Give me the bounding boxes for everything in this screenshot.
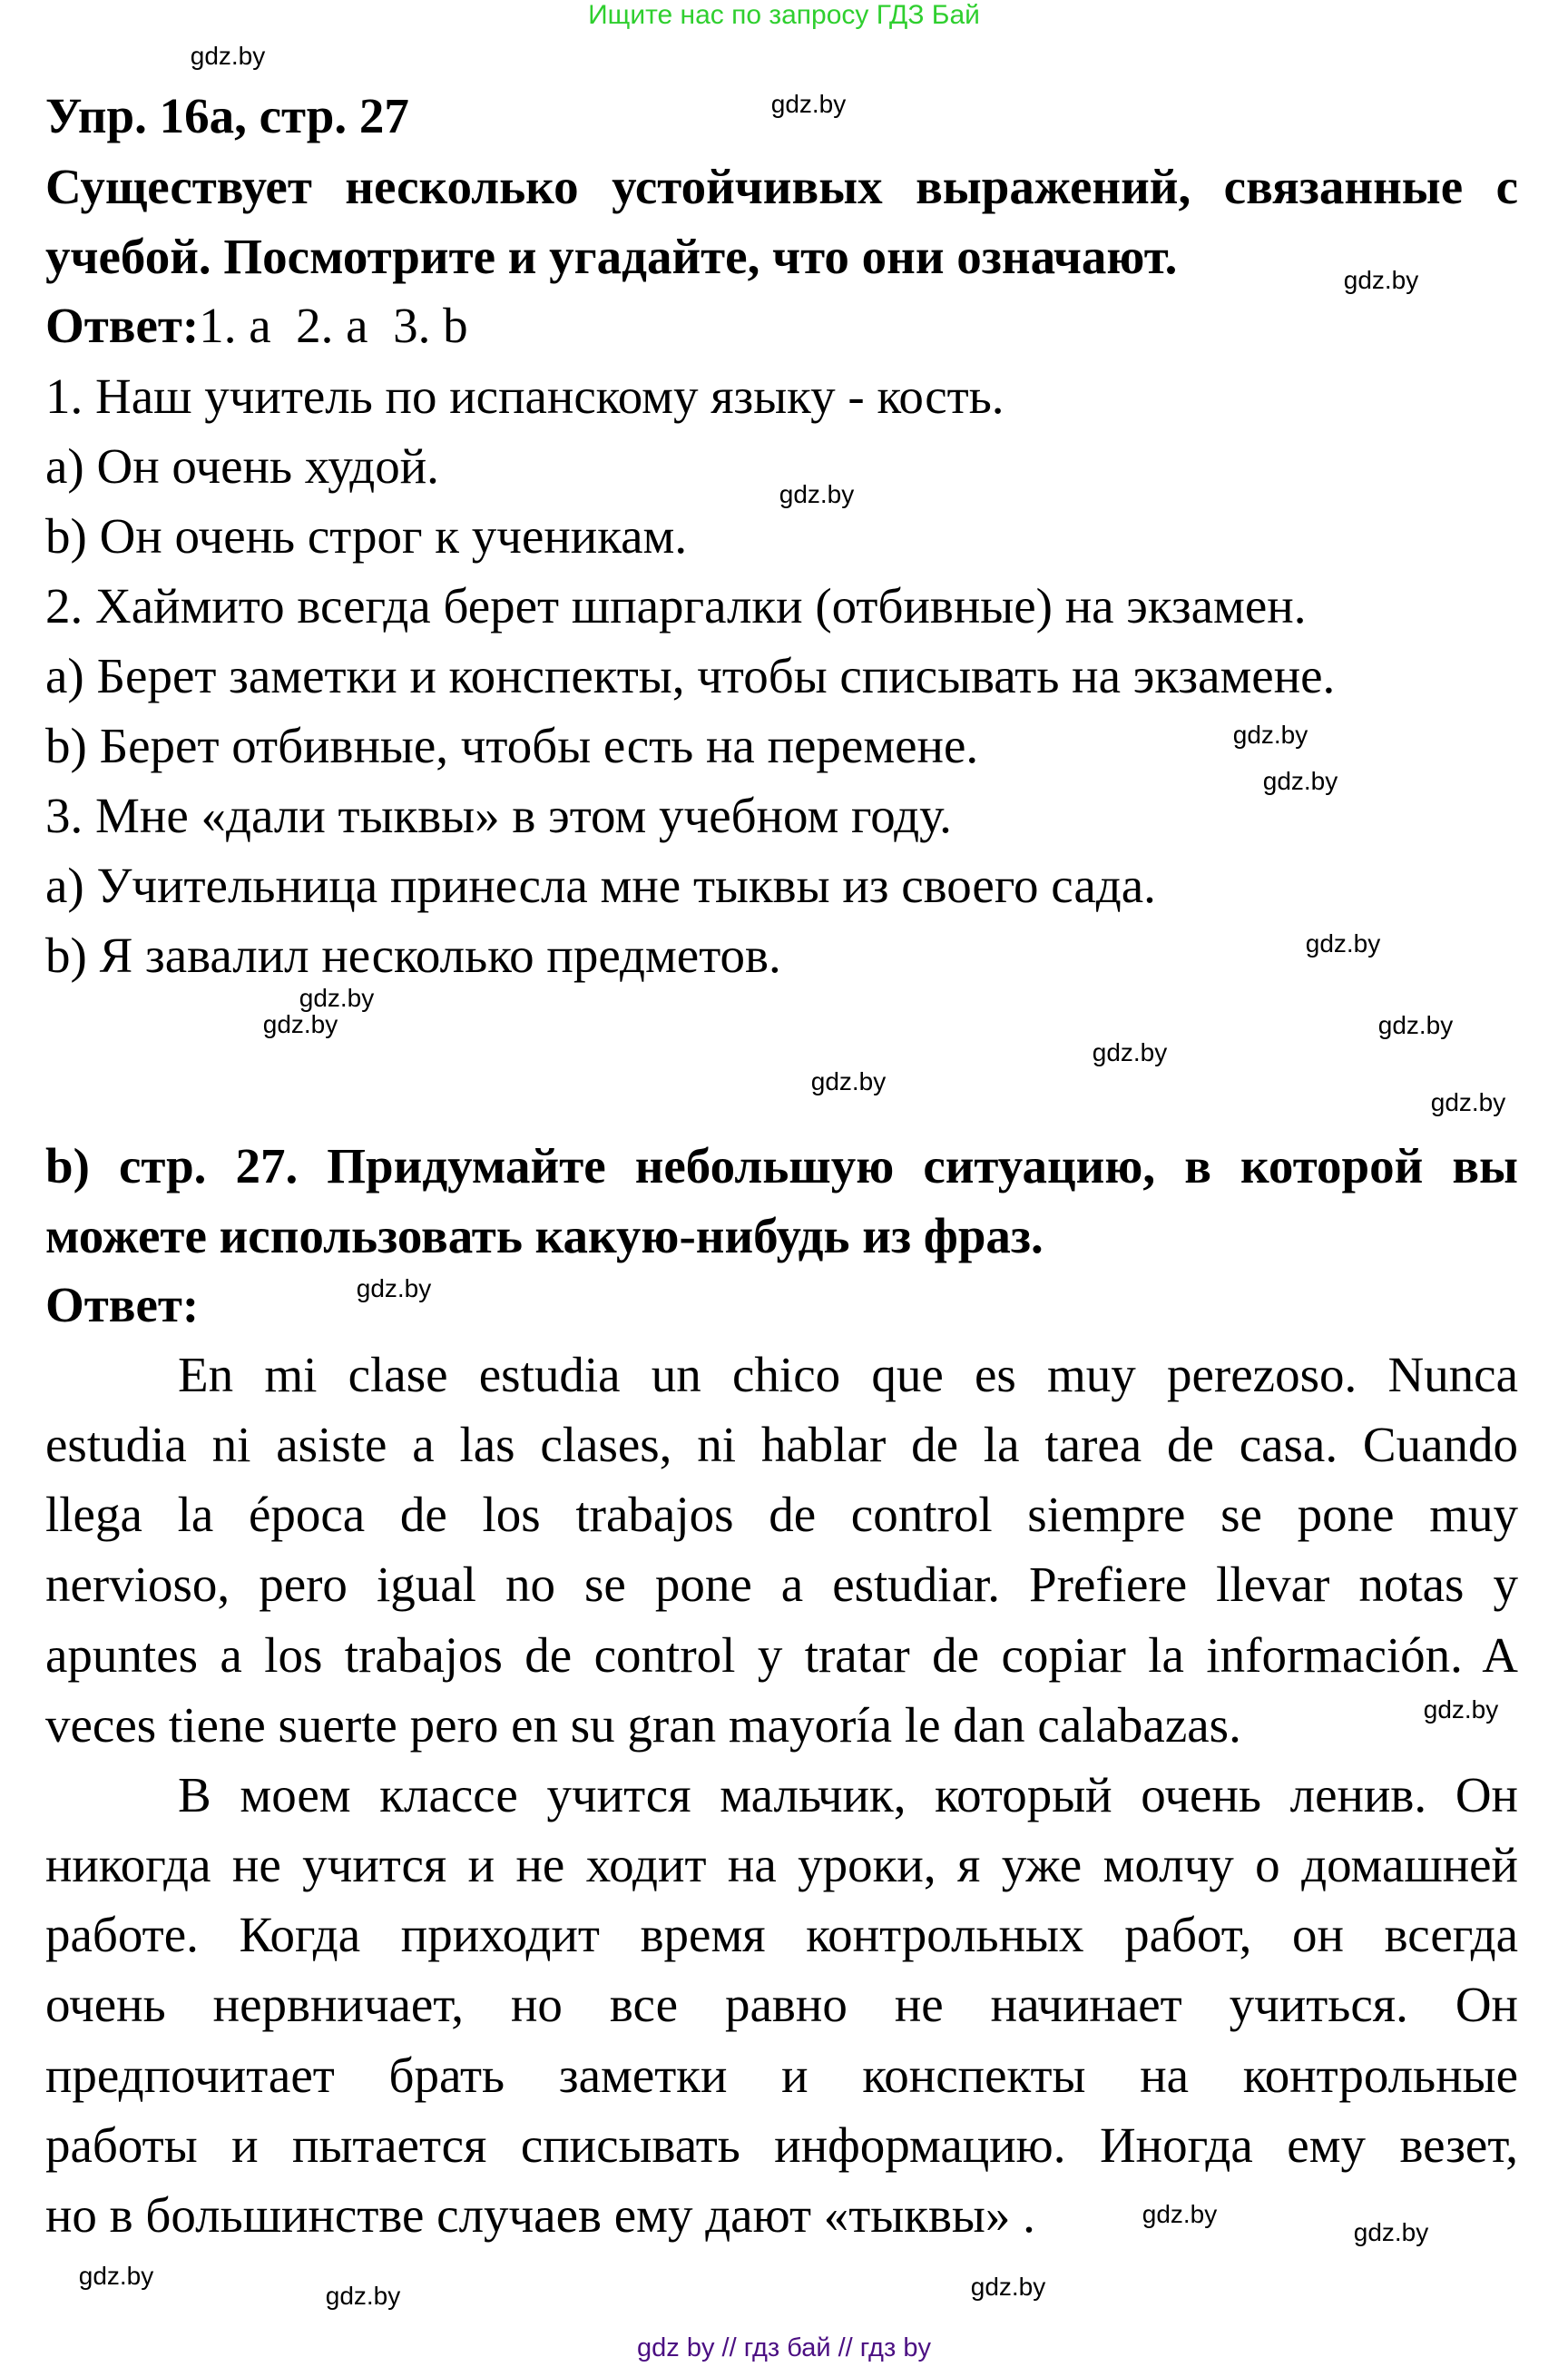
task-b-line: можете использовать какую-нибудь из фраз. (45, 1208, 1044, 1263)
watermark: gdz.by (970, 2273, 1046, 2301)
option-line: b) Берет отбивные, чтобы есть на перемене. (45, 718, 979, 773)
watermark: gdz.by (1423, 1695, 1499, 1724)
spanish-text-line: En mi clase estudia un chico que es muy perezoso. Nunca (178, 1347, 1518, 1402)
option-line: а) Учительница принесла мне тыквы из своего сада. (45, 858, 1156, 913)
option-line: а) Он очень худой. (45, 438, 439, 494)
task-a-line: Существует несколько устойчивых выражений, связанные с (45, 159, 1518, 214)
watermark: gdz.by (325, 2282, 401, 2310)
watermark: gdz.by (1305, 929, 1381, 958)
watermark: gdz.by (1343, 266, 1419, 294)
option-line: b) Я завалил несколько предметов. (45, 928, 781, 983)
russian-text-line: В моем классе учится мальчик, который очень ленив. Он (178, 1767, 1518, 1822)
option-line: 2. Хаймито всегда берет шпаргалки (отбивные) на экзамен. (45, 578, 1307, 633)
watermark: gdz.by (1377, 1011, 1454, 1039)
watermark: gdz.by (1092, 1038, 1168, 1066)
answer-label: Ответ: (45, 298, 200, 353)
spanish-text-line: llega la época de los trabajos de control siempre se pone muy (45, 1487, 1518, 1542)
watermark: gdz.by (190, 42, 266, 70)
watermark: gdz.by (1142, 2200, 1218, 2228)
watermark: gdz.by (299, 984, 375, 1012)
russian-text-line: никогда не учится и не ходит на уроки, я уже молчу о домашней (45, 1837, 1518, 1892)
option-line: b) Он очень строг к ученикам. (45, 508, 688, 564)
watermark: gdz.by (1232, 721, 1308, 749)
watermark: gdz.by (770, 90, 847, 118)
spanish-text-line: estudia ni asiste a las clases, ni hablar de la tarea de casa. Cuando (45, 1417, 1518, 1472)
answer-value: 1. a 2. a 3. b (199, 298, 468, 353)
answer-b-label: Ответ: (45, 1277, 200, 1332)
answer-a (45, 294, 468, 358)
watermark: gdz.by (356, 1274, 432, 1302)
spanish-text-line: veces tiene suerte pero en su gran mayoría le dan calabazas. (45, 1697, 1241, 1753)
search-banner[interactable]: Ищите нас по запросу ГДЗ Бай (588, 0, 980, 30)
task-a-line: учебой. Посмотрите и угадайте, что они означают. (45, 229, 1178, 284)
option-line: 1. Наш учитель по испанскому языку - кость. (45, 368, 1004, 424)
option-line: 3. Мне «дали тыквы» в этом учебном году. (45, 788, 952, 843)
footer-links[interactable]: gdz by // гдз бай // гдз by (637, 2333, 931, 2362)
russian-text-line: очень нервничает, но все равно не начинает учиться. Он (45, 1977, 1518, 2032)
option-line: а) Берет заметки и конспекты, чтобы списывать на экзамене. (45, 648, 1336, 703)
watermark: gdz.by (779, 480, 855, 508)
russian-text-line: но в большинстве случаев ему дают «тыквы» . (45, 2187, 1035, 2243)
spanish-text-line: nervioso, pero igual no se pone a estudiar. Prefiere llevar notas y (45, 1557, 1518, 1612)
exercise-title: Упр. 16а, стр. 27 (45, 88, 409, 143)
watermark: gdz.by (78, 2262, 154, 2290)
watermark: gdz.by (1353, 2218, 1429, 2246)
watermark: gdz.by (1430, 1088, 1506, 1116)
russian-text-line: работы и пытается списывать информацию. Иногда ему везет, (45, 2117, 1518, 2173)
russian-text-line: предпочитает брать заметки и конспекты на контрольные (45, 2048, 1518, 2103)
watermark: gdz.by (810, 1067, 887, 1095)
watermark: gdz.by (262, 1010, 338, 1038)
russian-text-line: работе. Когда приходит время контрольных работ, он всегда (45, 1907, 1518, 1962)
task-b-line: b) стр. 27. Придумайте небольшую ситуацию, в которой вы (45, 1138, 1518, 1193)
spanish-text-line: apuntes a los trabajos de control y tratar de copiar la información. A (45, 1627, 1518, 1683)
watermark: gdz.by (1262, 767, 1338, 795)
